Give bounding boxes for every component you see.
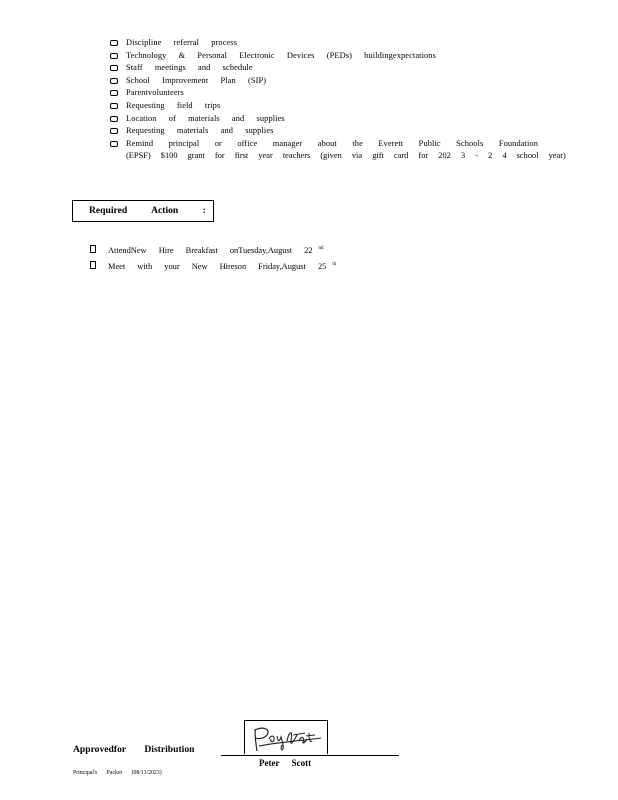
hollow-bullet-icon	[110, 90, 118, 96]
list-item: Requesting field trips	[110, 100, 550, 113]
hollow-bullet-icon	[110, 103, 118, 109]
approval-label: Approvedfor Distribution	[73, 744, 195, 755]
list-item: Requesting materials and supplies	[110, 125, 550, 138]
signature-image	[244, 720, 328, 754]
hollow-bullet-icon	[110, 40, 118, 46]
action-checklist	[90, 242, 336, 274]
handwritten-signature-icon	[249, 723, 325, 753]
list-item: Discipline referral process	[110, 37, 550, 50]
checkbox-icon	[90, 245, 96, 253]
hollow-bullet-icon	[110, 53, 118, 59]
hollow-bullet-icon	[110, 116, 118, 122]
footer-note: Principal's Packet (08/11/2023)	[73, 770, 162, 776]
hollow-bullet-icon	[110, 128, 118, 134]
signature-line	[221, 755, 399, 756]
list-item: Parentvolunteers	[110, 87, 550, 100]
list-item: School Improvement Plan (SIP)	[110, 75, 550, 88]
list-item-remind: Remind principal or office manager about the Everett Public Schools Foundation (EPSF) $100 grant for first year teachers (given via gift card for 202 3 - 2 4 school year)	[110, 138, 550, 163]
required-action-heading: Required Action :	[72, 200, 214, 222]
list-item: Location of materials and supplies	[110, 113, 550, 126]
hollow-bullet-icon	[110, 78, 118, 84]
topic-checklist	[110, 37, 566, 163]
hollow-bullet-icon	[110, 65, 118, 71]
hollow-bullet-icon	[110, 141, 118, 147]
list-item: Technology & Personal Electronic Devices (PEDs) buildingexpectations	[110, 50, 550, 63]
signer-name: Peter Scott	[259, 758, 312, 768]
checkbox-icon	[90, 261, 96, 269]
list-item: Staff meetings and schedule	[110, 62, 550, 75]
action-item: Meet with your New Hireson Friday,August 25 $^{th}$	[90, 258, 336, 274]
action-item: AttendNew Hire Breakfast onTuesday,August 22 $^{nd}$	[90, 242, 336, 258]
